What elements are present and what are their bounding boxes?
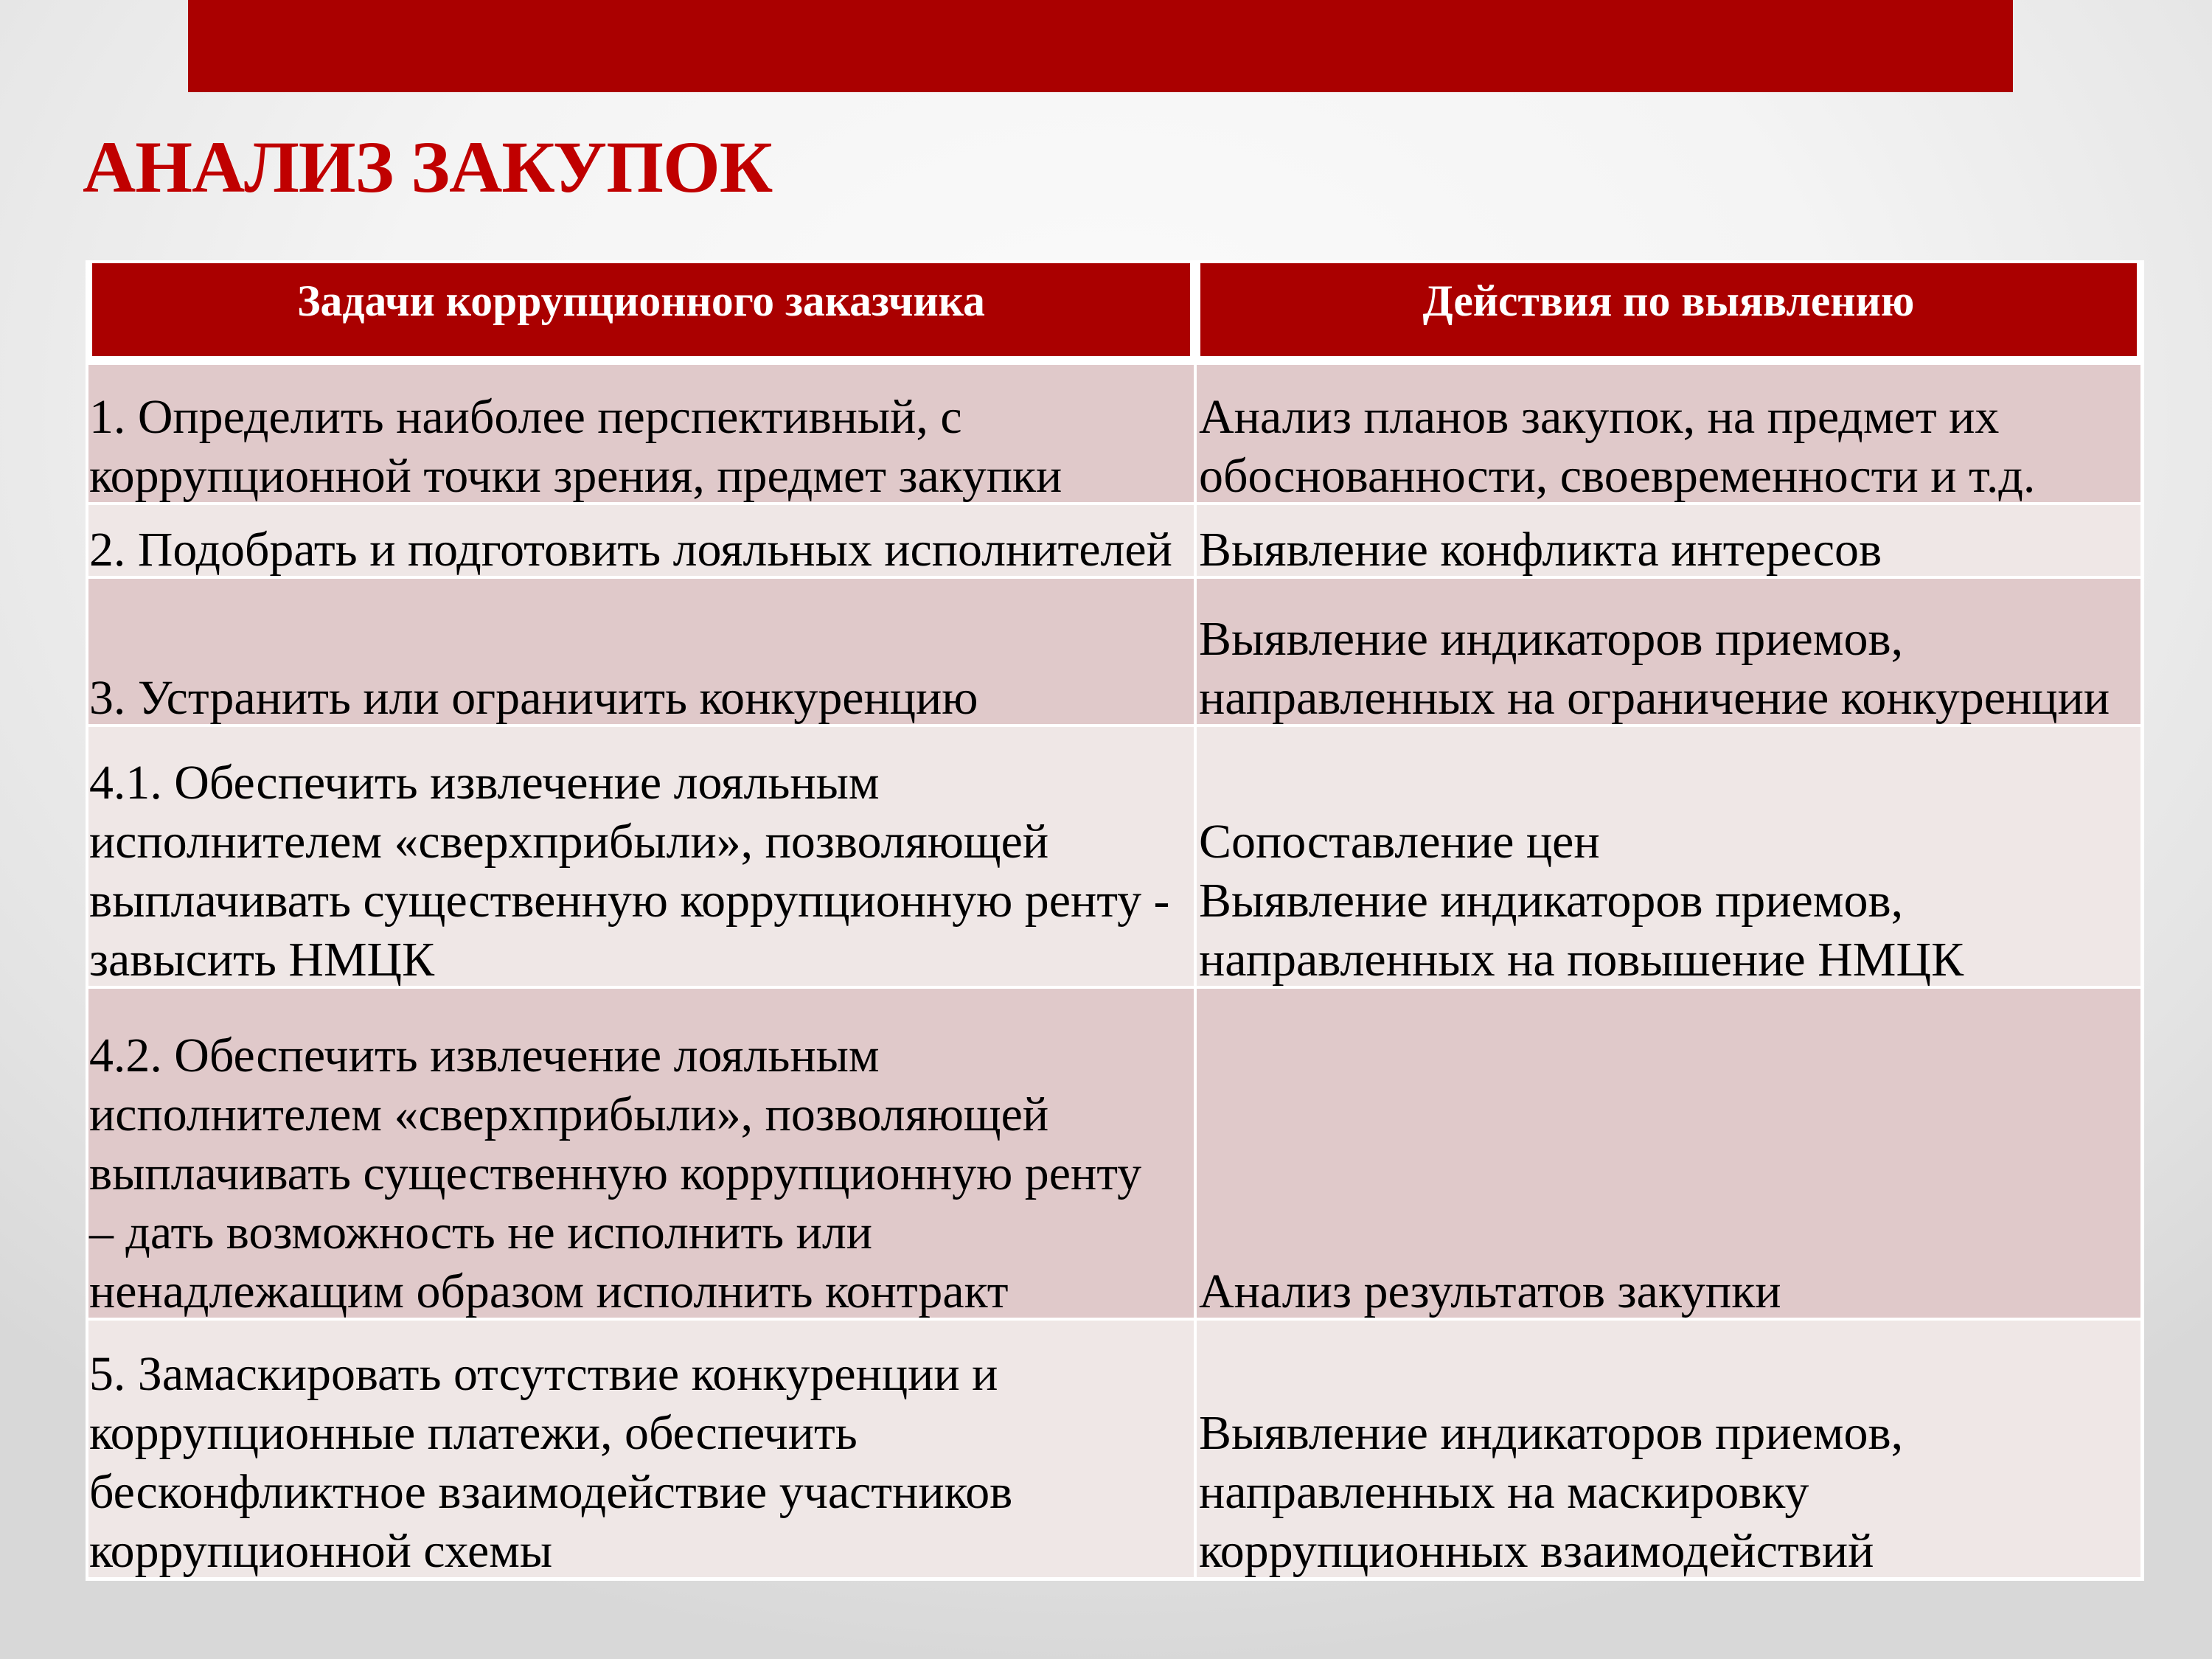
text-line: Анализ планов закупок, на предмет их	[1199, 390, 2000, 444]
text-line: 5. Замаскировать отсутствие конкуренции и	[89, 1347, 998, 1401]
text-line: выплачивать существенную коррупционную ренту	[89, 1147, 1142, 1200]
action-text	[1199, 388, 2140, 502]
text-line: Сопоставление цен	[1199, 815, 1600, 869]
text-line: Анализ результатов закупки	[1199, 1265, 1781, 1318]
text-line: исполнителем «сверхприбыли», позволяющей	[89, 815, 1049, 869]
text-line: коррупционных взаимодействий	[1199, 1524, 1874, 1577]
task-text	[89, 521, 1194, 576]
text-line: бесконфликтное взаимодействие участников	[89, 1465, 1013, 1519]
task-text	[89, 754, 1194, 986]
action-cell	[1197, 579, 2140, 724]
text-line: 4.1. Обеспечить извлечение лояльным	[89, 756, 880, 810]
action-cell	[1197, 1321, 2140, 1577]
task-text	[89, 1026, 1194, 1318]
task-cell	[88, 989, 1194, 1318]
text-line: направленных на повышение НМЦК	[1199, 933, 1964, 986]
task-cell	[88, 505, 1194, 576]
text-line: 2. Подобрать и подготовить лояльных исполнителей	[89, 523, 1172, 576]
text-line: обоснованности, своевременности и т.д.	[1199, 449, 2036, 502]
text-line: Выявление индикаторов приемов,	[1199, 1406, 1904, 1460]
text-line: 1. Определить наиболее перспективный, с	[89, 390, 962, 444]
slide-title: АНАЛИЗ ЗАКУПОК	[83, 126, 773, 208]
task-cell	[88, 579, 1194, 724]
text-line: коррупционной схемы	[89, 1524, 553, 1577]
text-line: коррупционные платежи, обеспечить	[89, 1406, 858, 1460]
task-text	[89, 388, 1194, 502]
text-line: Выявление индикаторов приемов,	[1199, 874, 1904, 928]
text-line: исполнителем «сверхприбыли», позволяющей	[89, 1088, 1049, 1141]
action-cell	[1197, 505, 2140, 576]
action-text	[1199, 1404, 2140, 1577]
text-line: направленных на ограничение конкуренции	[1199, 671, 2110, 724]
column-header-actions: Действия по выявлению	[1200, 263, 2137, 356]
task-text	[89, 669, 1194, 724]
text-line: ненадлежащим образом исполнить контракт	[89, 1265, 1009, 1318]
text-line: завысить НМЦК	[89, 933, 435, 986]
action-text	[1199, 1262, 2140, 1318]
task-text	[89, 1345, 1194, 1577]
task-cell	[88, 727, 1194, 986]
task-cell	[88, 1321, 1194, 1577]
column-header-tasks: Задачи коррупционного заказчика	[92, 263, 1190, 356]
procurement-analysis-table	[86, 260, 2144, 1581]
text-line: 3. Устранить или ограничить конкуренцию	[89, 671, 978, 724]
action-cell	[1197, 989, 2140, 1318]
task-cell	[88, 365, 1194, 502]
text-line: Выявление конфликта интересов	[1199, 523, 1882, 576]
text-line: 4.2. Обеспечить извлечение лояльным	[89, 1029, 880, 1082]
text-line: направленных на маскировку	[1199, 1465, 1809, 1519]
text-line: Выявление индикаторов приемов,	[1199, 612, 1904, 666]
text-line: – дать возможность не исполнить или	[89, 1206, 873, 1259]
action-cell	[1197, 727, 2140, 986]
text-line: выплачивать существенную коррупционную ренту -	[89, 874, 1170, 928]
action-text	[1199, 521, 2140, 576]
top-banner	[188, 0, 2013, 92]
action-text	[1199, 813, 2140, 986]
action-text	[1199, 610, 2140, 724]
text-line: коррупционной точки зрения, предмет закупки	[89, 449, 1062, 502]
action-cell	[1197, 365, 2140, 502]
